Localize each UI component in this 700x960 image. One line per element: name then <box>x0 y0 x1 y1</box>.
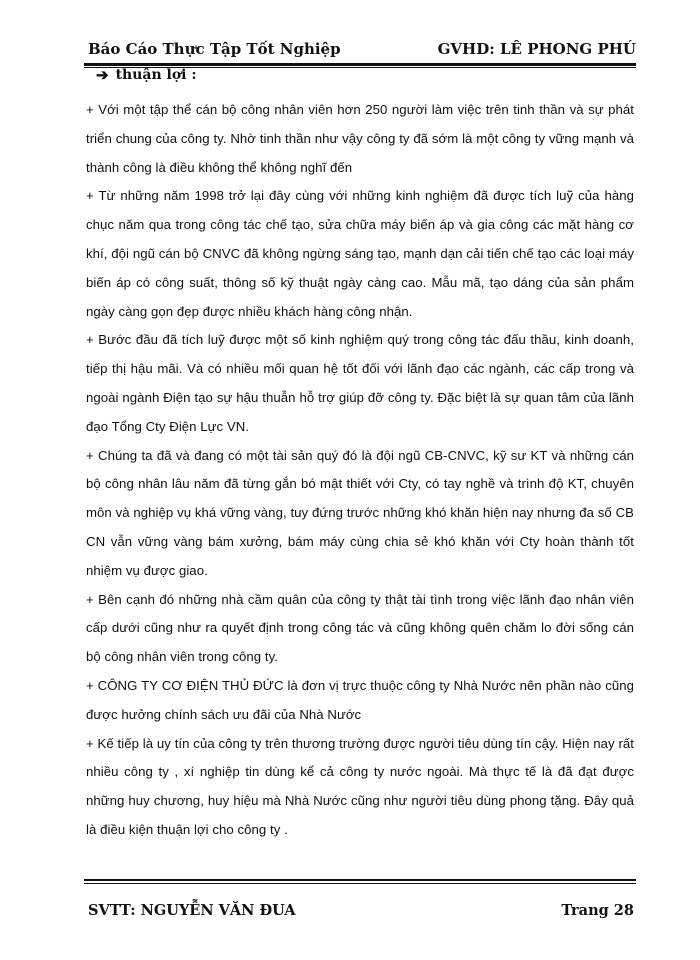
page-header <box>88 40 636 64</box>
paragraph: + Từ những năm 1998 trở lại đây cùng với những kinh nghiệm đã được tích luỹ của hàng chục năm qua trong công tác chế tạo, sửa chữa máy biến áp và gia công các mặt hàng cơ khí, đội ngũ cán bộ CNVC đã không ngừng sáng tạo, mạnh dạn cải tiến chế tạo các loại máy biến áp có công suất, thông số kỹ thuật ngày càng cao. Mẫu mã, tạo dáng của sản phẩm ngày càng gọn đẹp được nhiều khách hàng công nhận. <box>86 188 634 319</box>
page-footer <box>88 902 634 924</box>
header-advisor: GVHD: LÊ PHONG PHÚ <box>437 40 636 58</box>
footer-student-name: SVTT: NGUYỄN VĂN ĐUA <box>88 902 296 919</box>
paragraph: + Bước đầu đã tích luỹ được một số kinh nghiệm quý trong công tác đấu thầu, kinh doanh, tiếp thị hậu mãi. Và có nhiều mối quan hệ tốt đối với lãnh đạo các ngành, các cấp trong và ngoài ngành Điện tạo sự hậu thuẫn hỗ trợ giúp đỡ công ty. Đặc biệt là sự quan tâm của lãnh đạo Tổng Cty Điện Lực VN. <box>86 332 634 434</box>
paragraph: + Chúng ta đã và đang có một tài sản quý đó là đội ngũ CB-CNVC, kỹ sư KT và những cán bộ công nhân lâu năm đã từng gắn bó mật thiết với Cty, có tay nghề và trình độ KT, chuyên môn và nghiệp vụ khá vững vàng, tuy đứng trước những khó khăn hiện nay nhưng đa số CB CN vẫn vững vàng bám xưởng, bám máy cùng chia sẻ khó khăn với Cty hoàn thành tốt nhiệm vụ được giao. <box>86 447 634 578</box>
page-number: Trang 28 <box>561 902 634 919</box>
right-arrow-icon: ➔ <box>96 66 109 84</box>
paragraph: + CÔNG TY CƠ ĐIỆN THỦ ĐỨC là đơn vị trực thuộc công ty Nhà Nước nên phần nào cũng được hưởng chính sách ưu đãi của Nhà Nước <box>86 677 634 722</box>
section-heading <box>96 64 197 86</box>
paragraph: + Với một tập thể cán bộ công nhân viên hơn 250 người làm việc trên tinh thần và sự phát triển chung của công ty. Nhờ tinh thần như vậy công ty đã sớm là một công ty vững mạnh và thành công là điều không thể không nghĩ đến <box>86 102 634 175</box>
footer-divider-thick <box>84 879 636 881</box>
paragraph: + Bên cạnh đó những nhà cầm quân của công ty thật tài tình trong việc lãnh đạo nhân viên cấp dưới cũng như ra quyết định trong công tác và cũng không quên chăm lo đời sống cán bộ công nhân viên trong công ty. <box>86 591 634 665</box>
paragraph: + Kế tiếp là uy tín của công ty trên thương trường được người tiêu dùng tín cậy. Hiện nay rất nhiều công ty , xí nghiệp tin dùng kể cả công ty nước ngoài. Mà thực tế là đã đạt được những huy chương, huy hiệu mà Nhà Nước cũng như người tiêu dùng phong tặng. Đây quả là điều kiện thuận lợi cho công ty . <box>86 735 634 837</box>
header-report-title: Báo Cáo Thực Tập Tốt Nghiệp <box>88 40 341 58</box>
section-heading-text: thuận lợi : <box>115 67 197 83</box>
document-body <box>86 96 634 845</box>
footer-divider-thin <box>84 883 636 884</box>
